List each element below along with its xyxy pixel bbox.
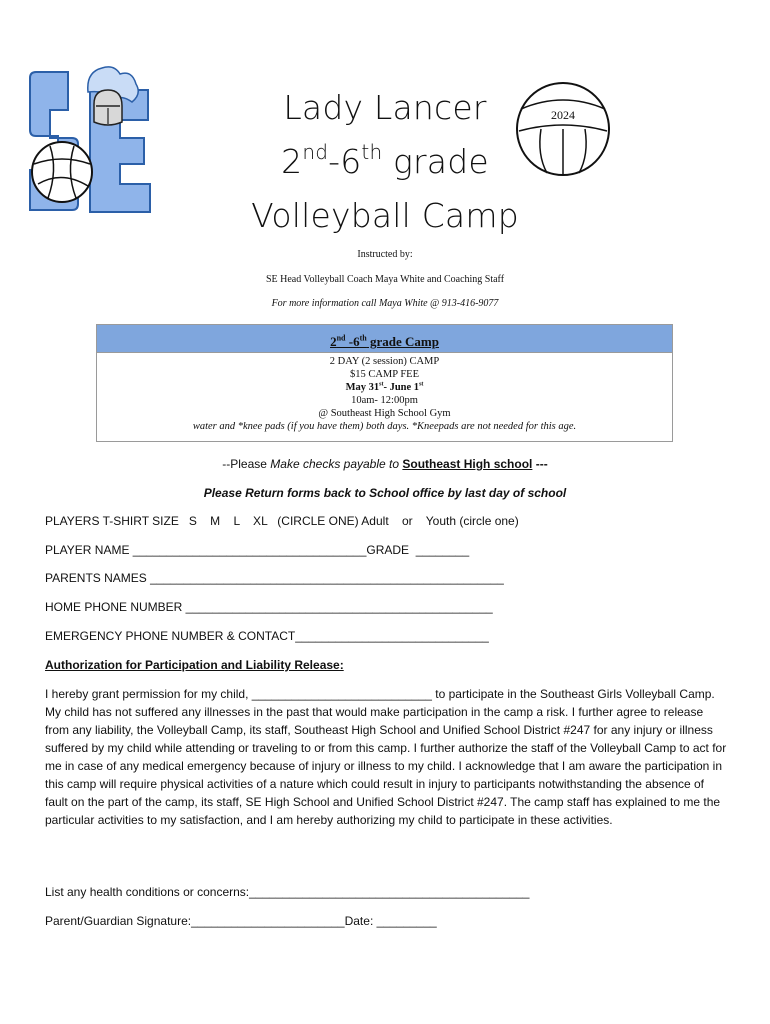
tshirt-size-field[interactable]: PLAYERS T-SHIRT SIZE S M L XL (CIRCLE ONE) Adult or Youth (circle one) xyxy=(45,514,519,528)
signature-date-field[interactable]: Parent/Guardian Signature:_______________________Date: _________ xyxy=(45,914,437,928)
camp-bring-note: water and *knee pads (if you have them) both days. *Kneepads are not needed for this age. xyxy=(192,421,577,432)
player-name-field[interactable]: PLAYER NAME ___________________________________GRADE ________ xyxy=(45,543,470,557)
camp-dates: May 31st- June 1st xyxy=(345,381,424,393)
school-logo xyxy=(28,60,160,220)
camp-location: @ Southeast High School Gym xyxy=(318,408,451,419)
ball-year: 2024 xyxy=(551,108,575,122)
coach-line: SE Head Volleyball Coach Maya White and Coaching Staff xyxy=(265,274,505,285)
emergency-contact-field[interactable]: EMERGENCY PHONE NUMBER & CONTACT_____________________________ xyxy=(45,629,489,643)
authorization-body: I hereby grant permission for my child, ___________________________ to participate in the Southeast Girls Volleyball Camp. My child has not suffered any illnesses in the past that would make participation in the camp a risk. I further agree to release from any liability, the Volleyball Camp, its staff, Southeast High School and Unified School District #247 for any injury or illness suffered by my child while attending or traveling to or from this camp. I further authorize the staff of the Volleyball Camp to act for me in case of any medical emergency because of injury or illness to my child. I acknowledge that I am aware the participation in this camp will require physical activities of a nature which could result in injury to participants notwithstanding the absence of fault on the part of the camp, its staff, SE High School and Unified School District #247. The camp staff has explained to me the particular activities to my satisfaction, and I am hereby authorizing my child to participate in these activities. xyxy=(45,687,727,827)
camp-box-heading: 2nd -6th grade Camp xyxy=(97,325,672,353)
checks-payable-line: --Please Make checks payable to Southeast High school --- xyxy=(222,457,548,471)
health-conditions-field[interactable]: List any health conditions or concerns:__________________________________________ xyxy=(45,885,530,899)
camp-time: 10am- 12:00pm xyxy=(351,395,418,406)
title-line-1: Lady Lancer xyxy=(283,88,487,127)
info-line: For more information call Maya White @ 913-416-9077 xyxy=(271,298,499,309)
title-line-3: Volleyball Camp xyxy=(251,196,519,235)
parents-names-field[interactable]: PARENTS NAMES _____________________________________________________ xyxy=(45,571,504,585)
camp-details-box xyxy=(96,324,673,442)
camp-sessions: 2 DAY (2 session) CAMP xyxy=(329,356,440,367)
title-line-2: 2nd-6th grade xyxy=(281,140,489,181)
home-phone-field[interactable]: HOME PHONE NUMBER ______________________________________________ xyxy=(45,600,493,614)
return-forms-note: Please Return forms back to School office by last day of school xyxy=(203,486,567,500)
camp-fee: $15 CAMP FEE xyxy=(349,369,420,380)
authorization-heading: Authorization for Participation and Liability Release: xyxy=(45,658,344,672)
instructed-by: Instructed by: xyxy=(357,249,413,260)
